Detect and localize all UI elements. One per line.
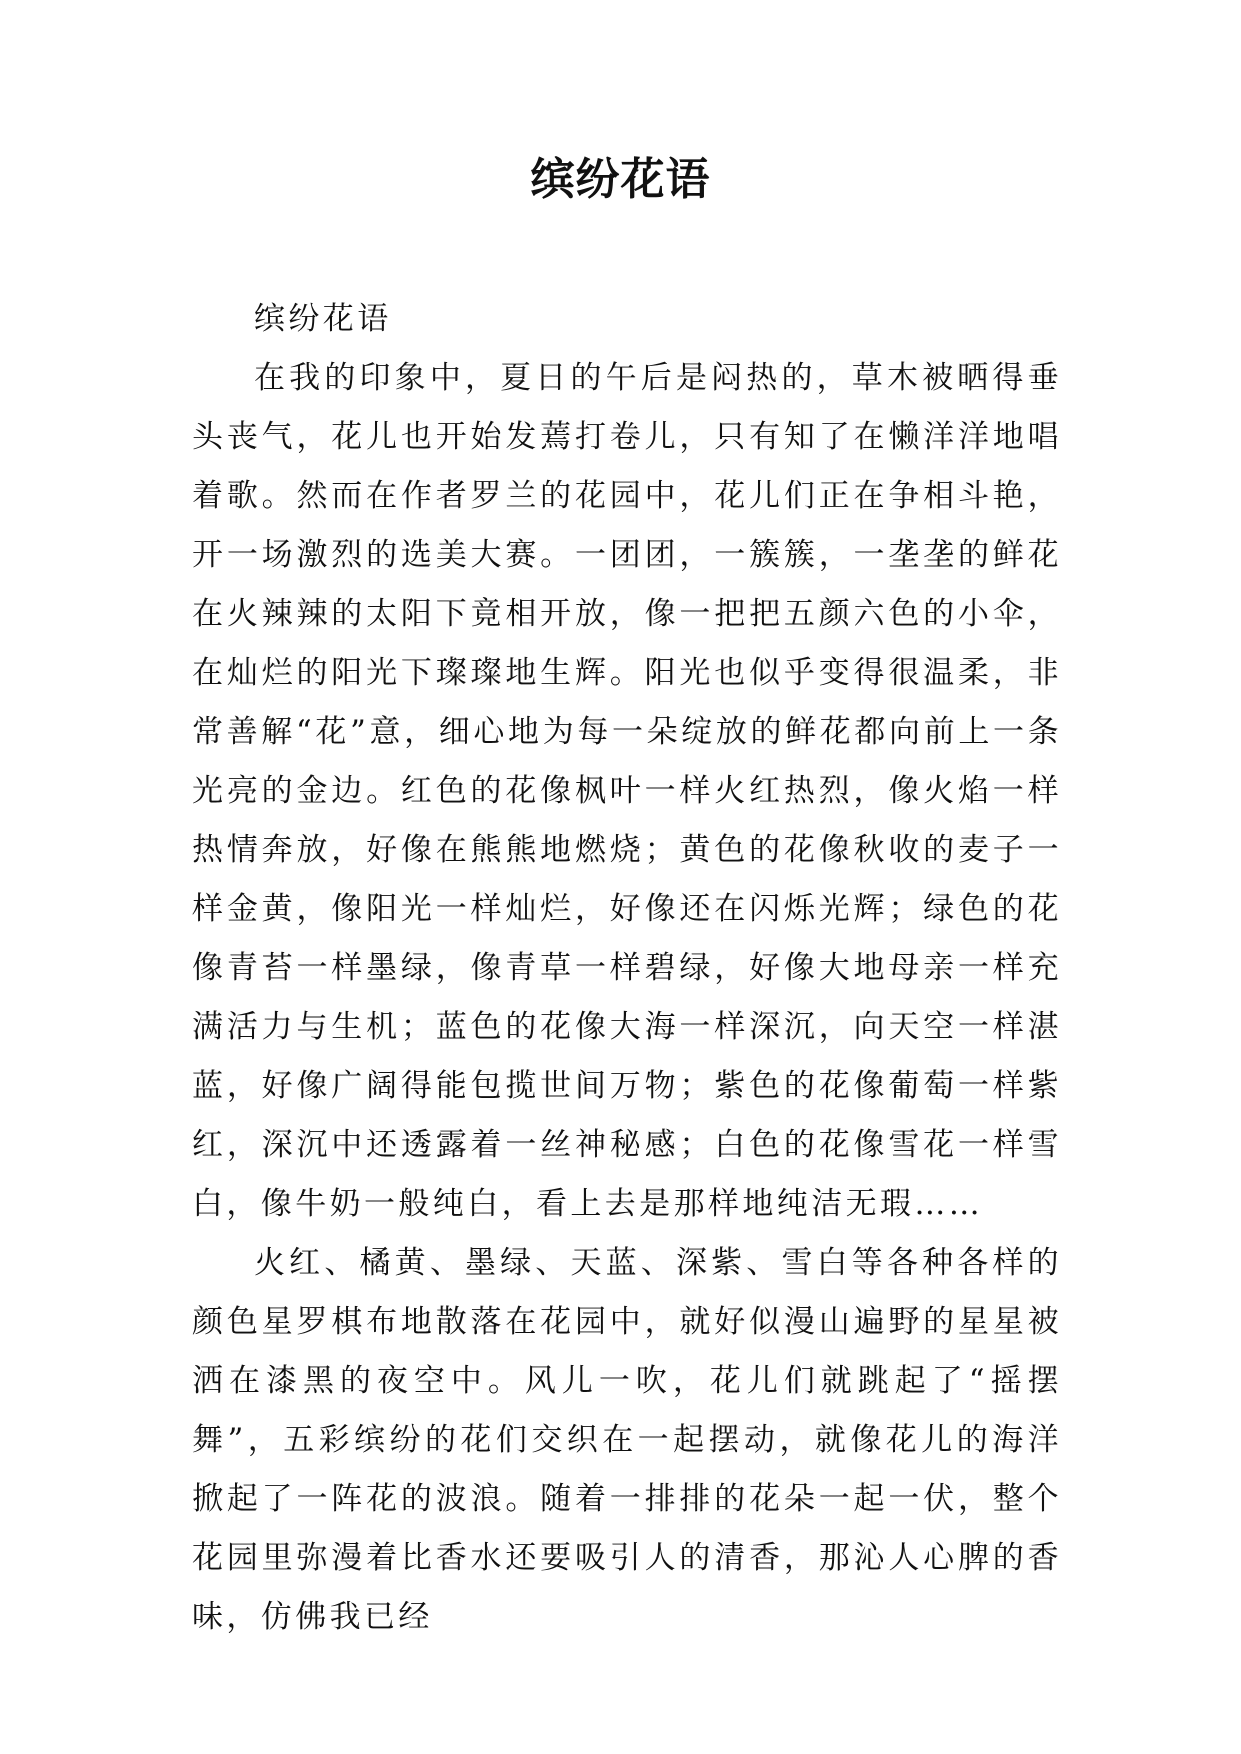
paragraph: 火红、橘黄、墨绿、天蓝、深紫、雪白等各种各样的颜色星罗棋布地散落在花园中，就好似漫山遍野的星星被洒在漆黑的夜空中。风儿一吹，花儿们就跳起了“摇摆舞”，五彩缤纷的花们交织在一起摆动，就像花儿的海洋掀起了一阵花的波浪。随着一排排的花朵一起一伏，整个花园里弥漫着比香水还要吸引人的清香，那沁人心脾的香味，仿佛我已经: [192, 1245, 1062, 1635]
document-body: [192, 290, 1062, 1647]
paragraph-heading: 缤纷花语: [254, 301, 392, 337]
document-title: 缤纷花语: [530, 154, 711, 205]
paragraph: 在我的印象中，夏日的午后是闷热的，草木被晒得垂头丧气，花儿也开始发蔫打卷儿，只有知了在懒洋洋地唱着歌。然而在作者罗兰的花园中，花儿们正在争相斗艳，开一场激烈的选美大赛。一团团，一簇簇，一垄垄的鲜花在火辣辣的太阳下竟相开放，像一把把五颜六色的小伞，在灿烂的阳光下璨璨地生辉。阳光也似乎变得很温柔，非常善解“花”意，细心地为每一朵绽放的鲜花都向前上一条光亮的金边。红色的花像枫叶一样火红热烈，像火焰一样热情奔放，好像在熊熊地燃烧；黄色的花像秋收的麦子一样金黄，像阳光一样灿烂，好像还在闪烁光辉；绿色的花像青苔一样墨绿，像青草一样碧绿，好像大地母亲一样充满活力与生机；蓝色的花像大海一样深沉，向天空一样湛蓝，好像广阔得能包揽世间万物；紫色的花像葡萄一样紫红，深沉中还透露着一丝神秘感；白色的花像雪花一样雪白，像牛奶一般纯白，看上去是那样地纯洁无瑕……: [192, 360, 1062, 1222]
